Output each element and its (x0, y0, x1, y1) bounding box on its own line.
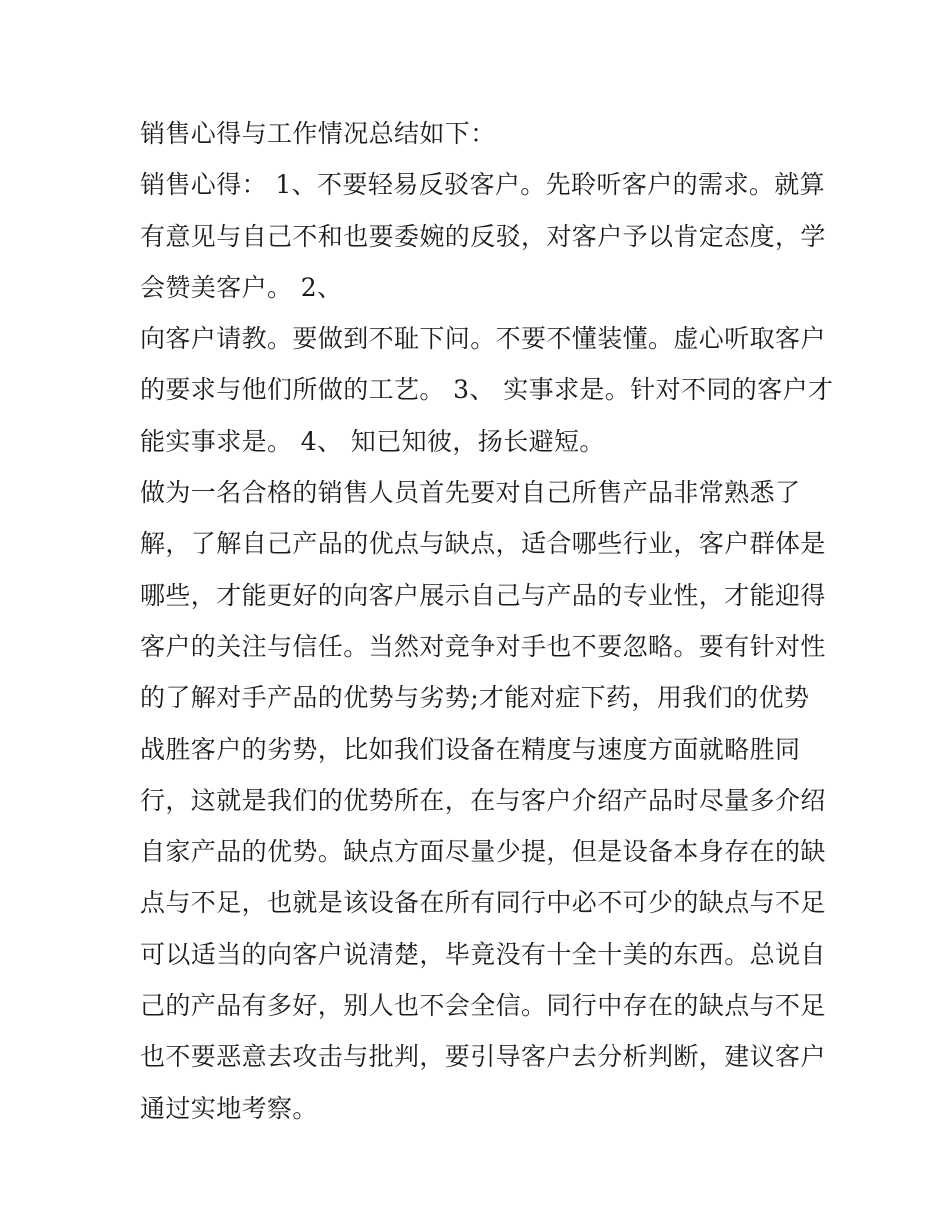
text-line: 的要求与他们所做的工艺。 3、 实事求是。针对不同的客户才 (140, 375, 834, 405)
text-line: 可以适当的向客户说清楚，毕竟没有十全十美的东西。总说自 (140, 939, 826, 969)
text-line: 销售心得： 1、不要轻易反驳客户。先聆听客户的需求。就算 (140, 170, 826, 200)
text-line: 己的产品有多好，别人也不会全信。同行中存在的缺点与不足 (140, 991, 826, 1021)
text-line: 能实事求是。 4、 知已知彼，扬长避短。 (140, 426, 605, 456)
text-line: 解，了解自己产品的优点与缺点，适合哪些行业，客户群体是 (140, 529, 826, 559)
text-line: 行，这就是我们的优势所在，在与客户介绍产品时尽量多介绍 (140, 785, 826, 815)
document-body (140, 108, 834, 1134)
text-line: 哪些，才能更好的向客户展示自己与产品的专业性，才能迎得 (140, 580, 826, 610)
text-line: 战胜客户的劣势，比如我们设备在精度与速度方面就略胜同 (140, 734, 801, 764)
text-line: 向客户请教。要做到不耻下问。不要不懂装懂。虚心听取客户 (140, 324, 826, 354)
text-line: 点与不足，也就是该设备在所有同行中必不可少的缺点与不足 (140, 888, 826, 918)
text-line: 的了解对手产品的优势与劣势;才能对症下药，用我们的优势 (140, 683, 810, 713)
text-line: 自家产品的优势。缺点方面尽量少提，但是设备本身存在的缺 (140, 837, 826, 867)
text-line: 客户的关注与信任。当然对竞争对手也不要忽略。要有针对性 (140, 631, 826, 661)
text-line: 有意见与自己不和也要委婉的反驳，对客户予以肯定态度，学 (140, 221, 826, 251)
text-line: 会赞美客户。 2、 (140, 272, 343, 302)
text-line: 做为一名合格的销售人员首先要对自己所售产品非常熟悉了 (140, 478, 801, 508)
text-line: 通过实地考察。 (140, 1093, 318, 1123)
text-line: 也不要恶意去攻击与批判，要引导客户去分析判断，建议客户 (140, 1042, 826, 1072)
heading-line: 销售心得与工作情况总结如下： (140, 119, 496, 148)
